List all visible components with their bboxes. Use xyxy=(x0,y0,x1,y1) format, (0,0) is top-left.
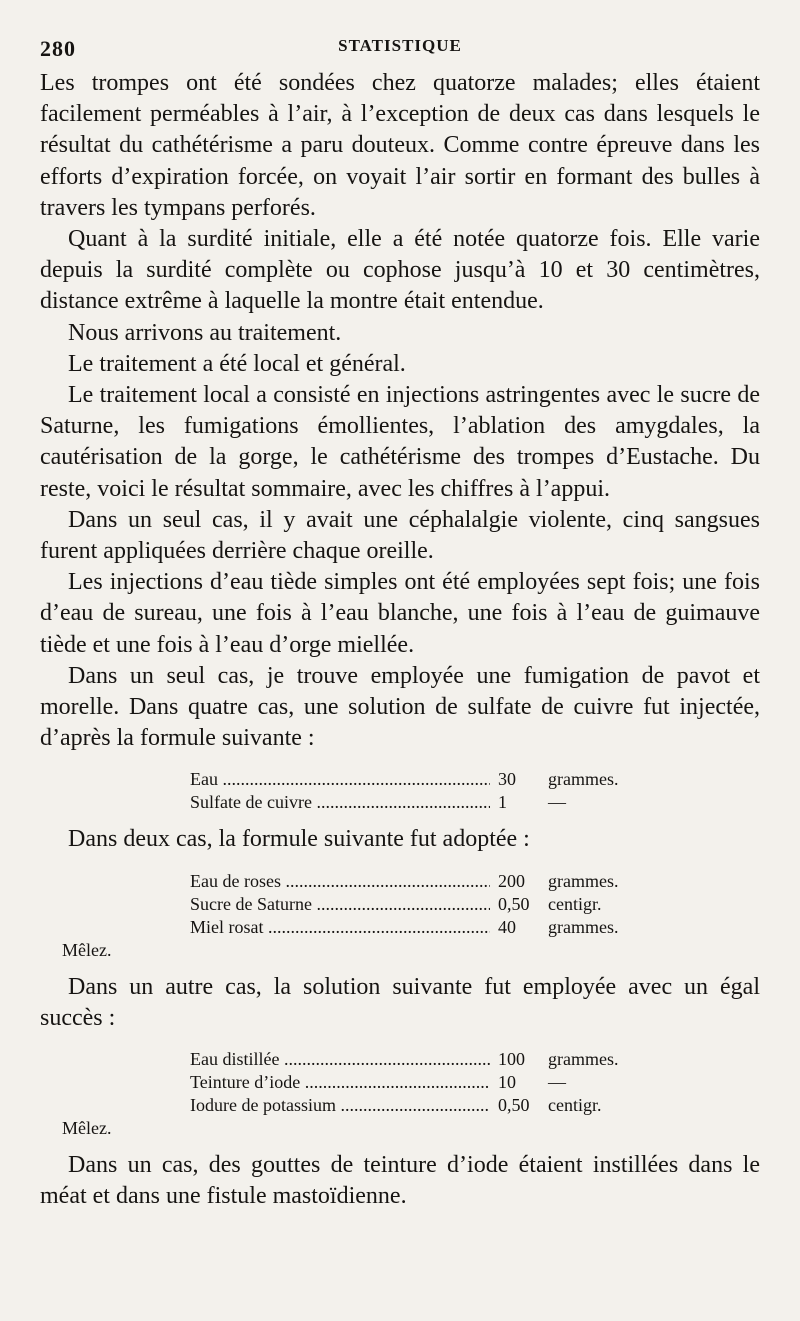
ingredient-name: Eau de roses ..... xyxy=(190,870,490,893)
melez-instruction: Mêlez. xyxy=(62,1118,112,1139)
ingredient-quantity: 30 xyxy=(498,769,516,790)
running-head: STATISTIQUE xyxy=(338,36,462,55)
ingredient-unit: centigr. xyxy=(548,893,602,914)
formula-row xyxy=(190,870,760,893)
ingredient-unit: centigr. xyxy=(548,1095,602,1116)
ingredient-name: Sucre de Saturne ..... xyxy=(190,893,490,916)
paragraph: Le traitement local a consisté en injections astringentes avec le sucre de Saturne, les fumigations émollientes, l’ablation des amygdales, la cautérisation de la gorge, le cathétérisme des trompes d’Eustache. Du reste, voici le résultat sommaire, avec les chiffres à l’appui. xyxy=(40,382,760,502)
ingredient-quantity: 40 xyxy=(498,916,516,937)
paragraph: Le traitement a été local et général. xyxy=(68,350,406,377)
paragraph: Les trompes ont été sondées chez quatorze malades; elles étaient facilement perméables à l’air, à l’exception de deux cas dans lesquels le résultat du cathétérisme a paru douteux. Comme contre épreuve dans les efforts d’expiration forcée, on voyait l’air sortir en formant des bulles à travers les tympans perforés. xyxy=(40,70,760,221)
paragraph: Dans un seul cas, il y avait une céphalalgie violente, cinq sangsues furent appliquées derrière chaque oreille. xyxy=(40,506,760,565)
ingredient-unit: — xyxy=(548,792,566,813)
formula-row xyxy=(190,893,760,916)
ingredient-quantity: 0,50 xyxy=(498,893,530,914)
formula-row xyxy=(190,1048,760,1071)
ingredient-unit: grammes. xyxy=(548,1049,619,1070)
page-body xyxy=(40,68,760,1212)
paragraph: Les injections d’eau tiède simples ont été employées sept fois; une fois d’eau de sureau, une fois à l’eau blanche, une fois à l’eau de guimauve tiède et une fois à l’eau d’orge miellée. xyxy=(40,569,760,658)
formula-eau-de-roses xyxy=(190,870,760,939)
ingredient-name: Eau ..... xyxy=(190,768,490,791)
ingredient-name: Iodure de potassium ..... xyxy=(190,1094,490,1117)
formula-sulfate-de-cuivre xyxy=(190,768,760,814)
paragraph: Quant à la surdité initiale, elle a été notée quatorze fois. Elle varie depuis la surdité complète ou cophose jusqu’à 10 et 30 centimètres, distance extrême à laquelle la montre était entendue. xyxy=(40,226,760,315)
paragraph: Dans un seul cas, je trouve employée une fumigation de pavot et morelle. Dans quatre cas, une solution de sulfate de cuivre fut injectée, d’après la formule suivante : xyxy=(40,662,760,752)
ingredient-quantity: 100 xyxy=(498,1049,525,1070)
melez-instruction: Mêlez. xyxy=(62,939,112,960)
formula-row xyxy=(190,1071,760,1094)
ingredient-unit: — xyxy=(548,1072,566,1093)
paragraph: Dans deux cas, la formule suivante fut adoptée : xyxy=(68,826,530,853)
ingredient-name: Miel rosat ..... xyxy=(190,916,490,939)
formula-eau-distillee xyxy=(190,1048,760,1117)
ingredient-quantity: 200 xyxy=(498,870,525,891)
paragraph: Dans un autre cas, la solution suivante fut employée avec un égal succès : xyxy=(40,973,760,1031)
ingredient-name: Eau distillée ..... xyxy=(190,1048,490,1071)
ingredient-name: Sulfate de cuivre ..... xyxy=(190,791,490,814)
formula-row xyxy=(190,768,760,791)
formula-row xyxy=(190,916,760,939)
paragraph: Nous arrivons au traitement. xyxy=(68,319,342,346)
ingredient-quantity: 0,50 xyxy=(498,1095,530,1116)
paragraph: Dans un cas, des gouttes de teinture d’iode étaient instillées dans le méat et dans une fistule mastoïdienne. xyxy=(40,1152,760,1210)
ingredient-unit: grammes. xyxy=(548,916,619,937)
ingredient-name: Teinture d’iode ..... xyxy=(190,1071,490,1094)
page-header xyxy=(40,30,760,60)
ingredient-quantity: 1 xyxy=(498,792,507,813)
formula-row xyxy=(190,791,760,814)
ingredient-quantity: 10 xyxy=(498,1072,516,1093)
page-number: 280 xyxy=(40,36,76,61)
formula-row xyxy=(190,1094,760,1117)
ingredient-unit: grammes. xyxy=(548,870,619,891)
ingredient-unit: grammes. xyxy=(548,769,619,790)
